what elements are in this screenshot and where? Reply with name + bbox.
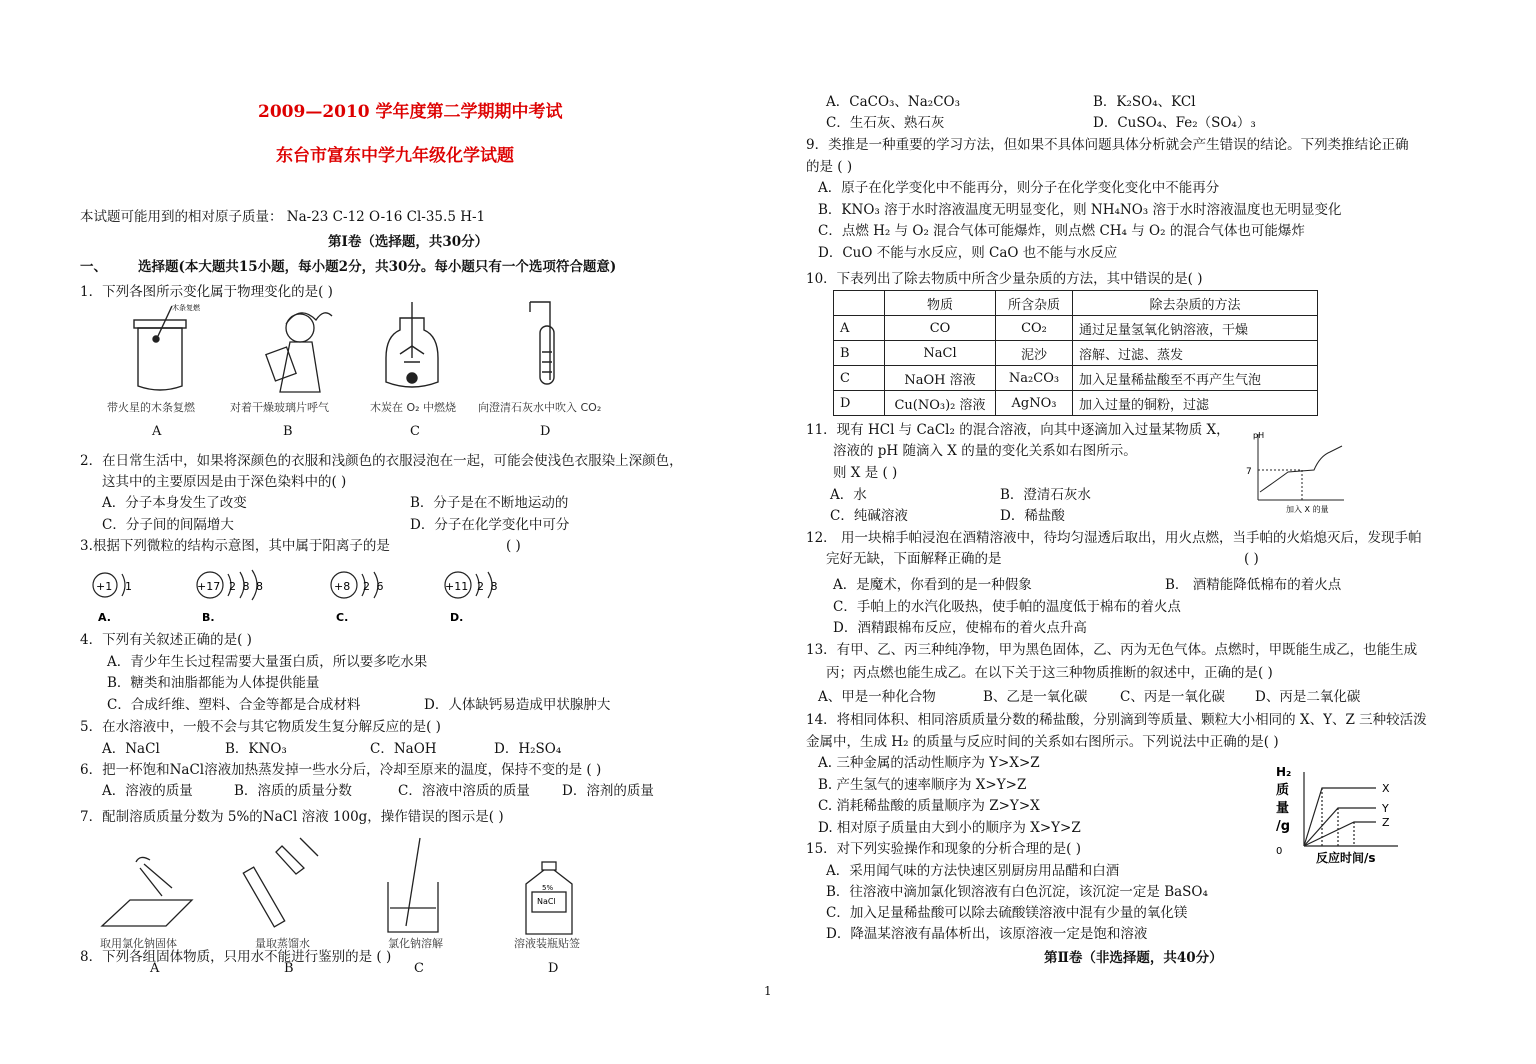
q10-row-d-method: 加入过量的铜粉，过滤	[1073, 391, 1318, 416]
q14-graph-ylabel-2: 质	[1276, 783, 1290, 798]
q1-caption-a: 带火星的木条复燃	[107, 401, 195, 414]
q10-header-3: 除去杂质的方法	[1073, 291, 1318, 316]
q4-option-b: B．糖类和油脂都能为人体提供能量	[107, 675, 320, 691]
q12-stem-line2: 完好无缺，下面解释正确的是	[826, 551, 1002, 567]
q1-caption-b: 对着干燥玻璃片呼气	[230, 401, 329, 414]
q14-series-x: X	[1382, 782, 1390, 795]
q15-option-b: B．往溶液中滴加氯化钡溶液有白色沉淀，该沉淀一定是 BaSO₄	[826, 884, 1208, 900]
q7-weighing-icon	[102, 857, 192, 926]
q9-stem-line2: 的是 ( )	[806, 159, 853, 175]
q11-stem-line3: 则 X 是 ( )	[833, 465, 898, 481]
q11-stem-line2: 溶液的 pH 随滴入 X 的量的变化关系如右图所示。	[833, 443, 1137, 459]
q10-row-d-id: D	[834, 391, 885, 416]
q3-a-shells: 1	[125, 580, 132, 593]
q14-graph-ylabel-3: 量	[1276, 801, 1290, 816]
q10-row-c-method: 加入足量稀盐酸至不再产生气泡	[1073, 366, 1318, 391]
q1-caption-d: 向澄清石灰水中吹入 CO₂	[478, 401, 602, 414]
q14-graph-xlabel: 反应时间/s	[1316, 851, 1376, 865]
section-2-heading: 第Ⅱ卷（非选择题，共40分）	[1044, 950, 1223, 966]
q3-c-nucleus: +8	[334, 580, 351, 593]
q13-option-a: A、甲是一种化合物	[818, 689, 936, 705]
q1-caption-c: 木炭在 O₂ 中燃烧	[370, 401, 457, 414]
q14-stem-line1: 14．将相同体积、相同溶质质量分数的稀盐酸，分别滴到等质量、颗粒大小相同的 X、Y、Z 三种较活泼	[806, 712, 1427, 728]
q1-letter-a: A	[152, 424, 162, 439]
q7-stem: 7．配制溶质质量分数为 5%的NaCl 溶液 100g，操作错误的图示是( )	[80, 809, 504, 825]
q1-stick-label: 木条复燃	[172, 304, 200, 312]
q3-a-label: A.	[98, 611, 111, 624]
q10-row-b-impurity: 泥沙	[996, 341, 1073, 366]
q11-option-d: D．稀盐酸	[1000, 508, 1065, 524]
q7-bottle-label-2: NaCl	[537, 897, 556, 906]
q2-stem-line1: 2．在日常生活中，如果将深颜色的衣服和浅颜色的衣服浸泡在一起，可能会使浅色衣服染上深颜色，	[80, 453, 683, 469]
q3-blank: ( )	[506, 538, 521, 554]
q1-letter-c: C	[410, 424, 420, 439]
q7-cylinder-icon	[243, 838, 318, 927]
q14-series-z: Z	[1382, 816, 1390, 829]
q5-stem: 5．在水溶液中，一般不会与其它物质发生复分解反应的是( )	[80, 719, 441, 735]
q4-option-a: A．青少年生长过程需要大量蛋白质，所以要多吃水果	[107, 654, 428, 670]
exam-title-line2: 东台市富东中学九年级化学试题	[276, 146, 514, 166]
q11-graph-seven: 7	[1246, 467, 1252, 477]
q1-girl-icon	[266, 313, 332, 392]
q14-h2-graph	[1274, 758, 1414, 868]
q7-caption-d: 溶液装瓶贴签	[514, 937, 580, 950]
q14-option-b: B. 产生氢气的速率顺序为 X>Y>Z	[818, 777, 1027, 793]
q7-beaker-icon	[388, 838, 438, 932]
q12-option-b: B． 酒精能降低棉布的着火点	[1165, 577, 1342, 593]
q10-row-a-substance: CO	[885, 316, 996, 341]
q15-option-c: C．加入足量稀盐酸可以除去硫酸镁溶液中混有少量的氧化镁	[826, 905, 1188, 921]
q6-option-b: B．溶质的质量分数	[234, 783, 352, 799]
table-row	[834, 341, 1318, 366]
q1-letter-d: D	[540, 424, 551, 439]
q7-caption-a: 取用氯化钠固体	[100, 937, 177, 950]
table-row	[834, 316, 1318, 341]
section-1-heading: 第Ⅰ卷（选择题，共30分）	[328, 234, 489, 250]
q7-letter-a: A	[150, 961, 160, 976]
q11-graph-ylabel: pH	[1253, 431, 1265, 440]
q3-c-shells: 2 6	[363, 580, 384, 593]
q8-option-c: C．生石灰、熟石灰	[826, 115, 945, 131]
q8-option-b: B．K₂SO₄、KCl	[1093, 94, 1196, 110]
q7-caption-c: 氯化钠溶解	[388, 937, 443, 950]
q3-stem: 3.根据下列微粒的结构示意图，其中属于阳离子的是	[80, 538, 390, 554]
q15-option-d: D．降温某溶液有晶体析出，该原溶液一定是饱和溶液	[826, 926, 1148, 942]
q3-atom-diagrams	[88, 568, 518, 624]
q10-row-a-method: 通过足量氢氧化钠溶液，干燥	[1073, 316, 1318, 341]
q4-option-c: C．合成纤维、塑料、合金等都是合成材料	[107, 697, 361, 713]
q6-stem: 6．把一杯饱和NaCl溶液加热蒸发掉一些水分后，冷却至原来的温度，保持不变的是 ( )	[80, 762, 602, 778]
q2-option-a: A．分子本身发生了改变	[102, 495, 247, 511]
q7-bottle-label-1: 5%	[542, 884, 554, 892]
q9-stem-line1: 9．类推是一种重要的学习方法，但如果不具体问题具体分析就会产生错误的结论。下列类推结论正确	[806, 137, 1409, 153]
page-number: 1	[764, 984, 772, 998]
q11-option-a: A．水	[830, 487, 867, 503]
q1-stem: 1．下列各图所示变化属于物理变化的是( )	[80, 284, 333, 300]
q3-d-nucleus: +11	[445, 580, 469, 593]
q3-b-label: B.	[202, 611, 215, 624]
q13-option-c: C、丙是一氧化碳	[1120, 689, 1225, 705]
exam-title-line1: 2009—2010 学年度第二学期期中考试	[258, 102, 563, 122]
q4-stem: 4．下列有关叙述正确的是( )	[80, 632, 252, 648]
q2-option-c: C．分子间的间隔增大	[102, 517, 234, 533]
q14-graph-ylabel-1: H₂	[1276, 765, 1292, 779]
q13-stem-line1: 13．有甲、乙、丙三种纯净物，甲为黑色固体，乙、丙为无色气体。点燃时，甲既能生成乙，也能生成	[806, 642, 1418, 658]
q1-test-tube-icon	[530, 302, 554, 384]
q13-stem-line2: 丙；丙点燃也能生成乙。在以下关于这三种物质推断的叙述中，正确的是( )	[826, 665, 1273, 681]
q10-header-1: 物质	[885, 291, 996, 316]
q12-stem-line1: 12． 用一块棉手帕浸泡在酒精溶液中，待均匀湿透后取出，用火点燃，当手帕的火焰熄灭后，发现手帕	[806, 530, 1422, 546]
q10-header-0	[834, 291, 885, 316]
q13-option-d: D、丙是二氧化碳	[1255, 689, 1361, 705]
q9-option-c: C．点燃 H₂ 与 O₂ 混合气体可能爆炸，则点燃 CH₄ 与 O₂ 的混合气体也可能爆炸	[818, 223, 1305, 239]
table-row	[834, 366, 1318, 391]
q10-row-b-id: B	[834, 341, 885, 366]
q13-option-b: B、乙是一氧化碳	[983, 689, 1088, 705]
q11-option-b: B．澄清石灰水	[1000, 487, 1091, 503]
q8-option-a: A．CaCO₃、Na₂CO₃	[826, 94, 961, 110]
part-1-number: 一、	[80, 259, 107, 275]
q10-row-c-id: C	[834, 366, 885, 391]
q10-row-c-impurity: Na₂CO₃	[996, 366, 1073, 391]
q8-option-d: D．CuSO₄、Fe₂（SO₄）₃	[1093, 115, 1256, 131]
q9-option-a: A．原子在化学变化中不能再分，则分子在化学变化变化中不能再分	[818, 180, 1220, 196]
q12-option-a: A．是魔术，你看到的是一种假象	[833, 577, 1032, 593]
q5-option-b: B．KNO₃	[225, 741, 287, 757]
q9-option-d: D．CuO 不能与水反应，则 CaO 也不能与水反应	[818, 245, 1118, 261]
table-row	[834, 391, 1318, 416]
q14-graph-origin: 0	[1276, 846, 1283, 857]
q14-option-c: C. 消耗稀盐酸的质量顺序为 Z>Y>X	[818, 798, 1040, 814]
q11-ph-graph	[1240, 430, 1350, 516]
q5-option-c: C．NaOH	[370, 741, 437, 757]
q10-stem: 10．下表列出了除去物质中所含少量杂质的方法，其中错误的是( )	[806, 271, 1203, 287]
q14-graph-ylabel-4: /g	[1276, 819, 1291, 834]
q14-option-a: A. 三种金属的活动性顺序为 Y>X>Z	[818, 755, 1040, 771]
q15-option-a: A．采用闻气味的方法快速区别厨房用品醋和白酒	[826, 863, 1120, 879]
q14-stem-line2: 金属中，生成 H₂ 的质量与反应时间的关系如右图所示。下列说法中正确的是( )	[806, 734, 1279, 750]
q4-option-d: D．人体缺钙易造成甲状腺肿大	[424, 697, 611, 713]
q10-header-2: 所含杂质	[996, 291, 1073, 316]
q11-stem-line1: 11．现有 HCl 与 CaCl₂ 的混合溶液，向其中逐滴加入过量某物质 X，	[806, 422, 1230, 438]
q3-a-nucleus: +1	[96, 580, 113, 593]
q2-option-d: D．分子在化学变化中可分	[410, 517, 570, 533]
q8-stem: 8．下列各组固体物质，只用水不能进行鉴别的是 ( )	[80, 949, 392, 965]
q15-stem: 15．对下列实验操作和现象的分析合理的是( )	[806, 841, 1082, 857]
q10-row-b-method: 溶解、过滤、蒸发	[1073, 341, 1318, 366]
q6-option-a: A．溶液的质量	[102, 783, 193, 799]
q7-letter-c: C	[414, 961, 424, 976]
q12-option-d: D．酒精跟棉布反应，使棉布的着火点升高	[833, 620, 1087, 636]
q3-d-shells: 2 8	[477, 580, 498, 593]
q10-row-b-substance: NaCl	[885, 341, 996, 366]
part-1-heading: 选择题(本大题共15小题，每小题2分，共30分。每小题只有一个选项符合题意)	[138, 259, 617, 275]
q3-b-nucleus: +17	[197, 580, 221, 593]
q1-flask-icon	[386, 302, 438, 387]
q10-table	[833, 290, 1318, 416]
table-row	[834, 291, 1318, 316]
q10-row-c-substance: NaOH 溶液	[885, 366, 996, 391]
q1-letter-b: B	[283, 424, 293, 439]
q7-letter-b: B	[284, 961, 294, 976]
q7-letter-d: D	[548, 961, 559, 976]
q10-row-d-impurity: AgNO₃	[996, 391, 1073, 416]
q12-blank: ( )	[1244, 551, 1259, 567]
q3-d-label: D.	[450, 611, 464, 624]
q14-option-d: D. 相对原子质量由大到小的顺序为 X>Y>Z	[818, 820, 1081, 836]
q10-row-a-id: A	[834, 316, 885, 341]
q6-option-c: C．溶液中溶质的质量	[398, 783, 530, 799]
q5-option-a: A．NaCl	[102, 741, 160, 757]
q7-caption-b: 量取蒸馏水	[255, 937, 310, 950]
q3-b-shells: 2 8 8	[229, 580, 263, 593]
q14-series-y: Y	[1382, 802, 1389, 815]
q11-graph-xlabel: 加入 X 的量	[1286, 505, 1329, 514]
q2-option-b: B．分子是在不断地运动的	[410, 495, 569, 511]
q1-jar-icon	[134, 306, 186, 390]
q10-row-a-impurity: CO₂	[996, 316, 1073, 341]
q3-c-label: C.	[336, 611, 349, 624]
q11-option-c: C．纯碱溶液	[830, 508, 908, 524]
q12-option-c: C．手帕上的水汽化吸热，使手帕的温度低于棉布的着火点	[833, 599, 1181, 615]
intro-atomic-masses: 本试题可能用到的相对原子质量： Na-23 C-12 O-16 Cl-35.5 H-1	[80, 209, 486, 225]
q7-illustrations	[100, 838, 580, 938]
q6-option-d: D．溶剂的质量	[562, 783, 654, 799]
q2-stem-line2: 这其中的主要原因是由于深色染料中的( )	[102, 474, 347, 490]
q5-option-d: D．H₂SO₄	[494, 741, 562, 757]
q9-option-b: B．KNO₃ 溶于水时溶液温度无明显变化，则 NH₄NO₃ 溶于水时溶液温度也无明显变化	[818, 202, 1342, 218]
q1-illustrations	[120, 302, 640, 402]
q10-row-d-substance: Cu(NO₃)₂ 溶液	[885, 391, 996, 416]
